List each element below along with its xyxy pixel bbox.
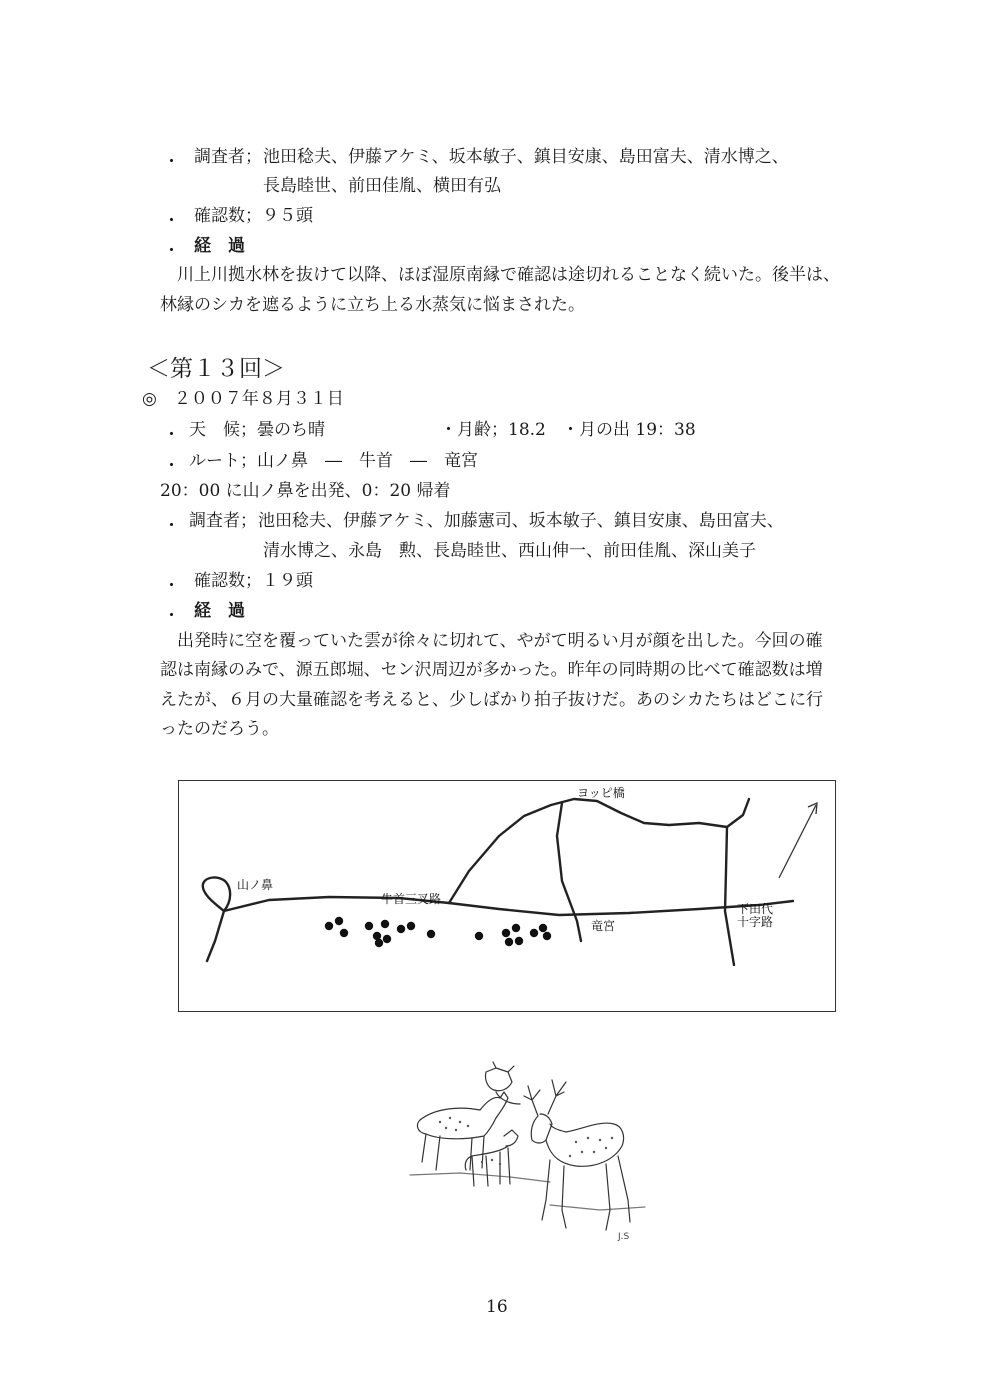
map-road xyxy=(557,803,581,941)
deer-dot xyxy=(335,917,343,925)
route-text: ルート；山ノ鼻 ― 牛首 ― 竜宮 xyxy=(189,451,478,471)
north-arrow-icon xyxy=(779,803,817,878)
deer-dot xyxy=(502,929,510,937)
deer-dot xyxy=(375,939,383,947)
deer-dot xyxy=(340,929,348,937)
deer-shape xyxy=(542,1156,630,1230)
progress-paragraph-line: 川上川拠水林を抜けて以降、ほぼ湿原南縁で確認は途切れることなく続いた。後半は、 xyxy=(177,265,840,285)
deer-dot xyxy=(383,935,391,943)
weather-text: 天 候；曇のち晴 xyxy=(189,420,325,440)
map-label-ushikubi: 牛首三叉路 xyxy=(381,892,442,906)
map-road xyxy=(725,827,734,965)
investigators-label: 調査者； xyxy=(194,147,262,167)
deer-shape xyxy=(418,1092,508,1170)
progress-paragraph-line: 林縁のシカを遮るように立ち上る水蒸気に悩まされた。 xyxy=(160,295,585,315)
count-text: 確認数；９５頭 xyxy=(194,206,313,226)
deer-dot xyxy=(515,937,523,945)
deer-dot xyxy=(475,932,483,940)
map-road xyxy=(203,877,230,911)
progress-paragraph-line: 認は南縁のみで、源五郎堀、セン沢周辺が多かった。昨年の同時期の比べて確認数は増 xyxy=(160,660,823,680)
illustration-signature: J.S xyxy=(618,1232,630,1242)
deer-dot xyxy=(325,922,333,930)
deer-sightings xyxy=(325,917,551,947)
bullet: ・ xyxy=(163,606,180,626)
progress-paragraph-line: ったのだろう。 xyxy=(160,719,279,739)
bullet: ・ xyxy=(163,211,180,231)
map-road xyxy=(449,799,749,903)
bullet: ・ xyxy=(163,576,180,596)
bullet: ・ xyxy=(163,152,180,172)
investigators-label: 調査者； xyxy=(189,511,257,531)
deer-shape xyxy=(546,1123,624,1166)
map-label-yamanohana: 山ノ鼻 xyxy=(237,878,274,892)
map-road xyxy=(224,897,793,915)
deer-dot xyxy=(543,932,551,940)
moon-age-text: ・月齢；18.2 xyxy=(440,420,546,440)
deer-shape xyxy=(485,1062,514,1091)
investigators-line-1: 池田稔夫、伊藤アケミ、加藤憲司、坂本敏子、鎮目安康、島田富夫、 xyxy=(258,511,784,531)
count-text: 確認数；１９頭 xyxy=(194,571,313,591)
progress-paragraph-line: 出発時に空を覆っていた雲が徐々に切れて、やがて明るい月が顔を出した。今回の確 xyxy=(177,631,823,651)
investigators-line-2: 清水博之、永島 勲、長島睦世、西山伸一、前田佳胤、深山美子 xyxy=(263,541,756,561)
map-label-ryugu: 竜宮 xyxy=(591,919,616,933)
map-label-yoppibashi: ヨッピ橋 xyxy=(577,786,625,800)
deer-dot xyxy=(427,930,435,938)
deer-dot xyxy=(539,924,547,932)
deer-dot xyxy=(512,924,520,932)
deer-shape xyxy=(465,1130,518,1186)
bullet: ・ xyxy=(163,241,180,261)
progress-label: 経 過 xyxy=(194,601,245,621)
deer-dot xyxy=(530,929,538,937)
deer-dot xyxy=(365,922,373,930)
deer-dot xyxy=(505,938,513,946)
progress-paragraph-line: えたが、６月の大量確認を考えると、少しばかり拍子抜けだ。あのシカたちはどこに行 xyxy=(160,690,823,710)
section-title: ＜第１３回＞ xyxy=(147,356,285,382)
time-text: 20：00 に山ノ鼻を出発、0：20 帰着 xyxy=(160,481,451,501)
map-label-crossroads: 十字路 xyxy=(737,915,774,929)
deer-shape xyxy=(524,1080,566,1116)
deer-shape xyxy=(531,1114,552,1143)
moonrise-text: ・月の出 19：38 xyxy=(562,420,696,440)
progress-label: 経 過 xyxy=(194,236,245,256)
map-road xyxy=(207,911,224,961)
deer-spots xyxy=(439,1117,613,1165)
bullet: ・ xyxy=(163,516,180,536)
deer-dot xyxy=(397,925,405,933)
investigators-line-1: 池田稔夫、伊藤アケミ、坂本敏子、鎮目安康、島田富夫、清水博之、 xyxy=(263,147,789,167)
deer-illustration xyxy=(400,1060,660,1240)
deer-dot xyxy=(407,922,415,930)
investigators-line-2: 長島睦世、前田佳胤、横田有弘 xyxy=(263,176,501,196)
survey-date: ◎ ２００７年８月３１日 xyxy=(142,389,344,409)
route-map-drawing xyxy=(179,781,837,1013)
page-number: 16 xyxy=(486,1297,508,1317)
bullet: ・ xyxy=(163,425,180,445)
route-map xyxy=(178,780,836,1012)
deer-dot xyxy=(381,920,389,928)
bullet: ・ xyxy=(163,456,180,476)
map-label-shimotashiro: 下田代 xyxy=(737,902,774,916)
